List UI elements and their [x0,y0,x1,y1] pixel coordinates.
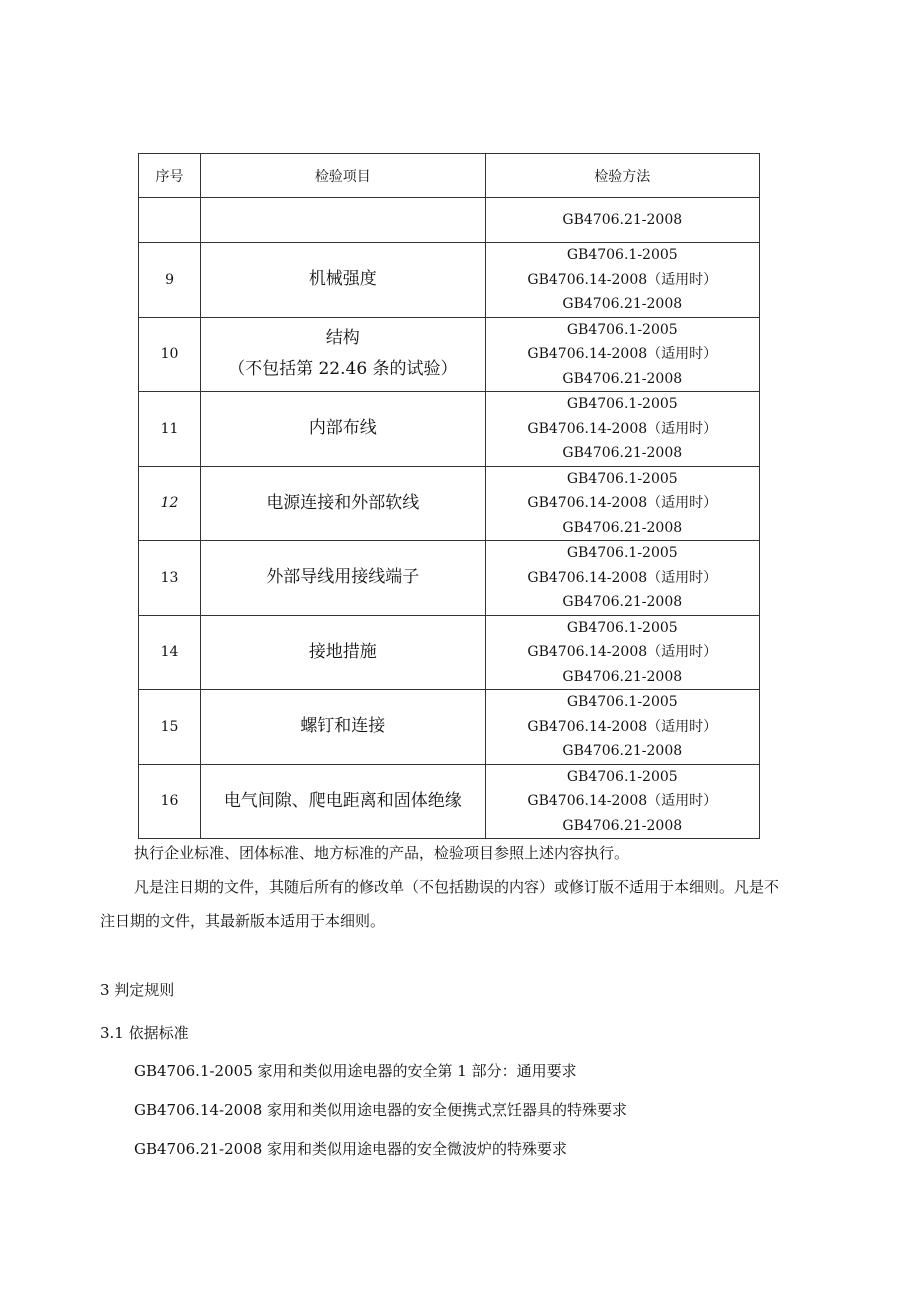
method-line: GB4706.1-2005 [566,545,678,561]
item-line: （不包括第 22.46 条的试验） [228,359,458,380]
row-no: 13 [139,541,201,616]
note-dated-documents-line2: 注日期的文件，其最新版本适用于本细则。 [100,912,386,930]
row-item [201,764,485,839]
table-row [139,243,760,318]
row-item [201,615,485,690]
table-row [139,764,760,839]
table-row [139,466,760,541]
method-line: GB4706.14-2008（适用时） [527,420,718,437]
method-line: GB4706.21-2008 [562,743,683,759]
method-line: GB4706.1-2005 [566,694,678,710]
row-no: 9 [139,243,201,318]
row-no: 14 [139,615,201,690]
table-row [139,615,760,690]
section-heading: 3 判定规则 [100,981,175,999]
method-line: GB4706.1-2005 [566,247,678,263]
method-line: GB4706.14-2008（适用时） [527,271,718,288]
table-row [139,541,760,616]
item-line: 机械强度 [308,269,377,290]
table-row [139,392,760,467]
row-item [201,466,485,541]
method-line: GB4706.1-2005 [566,396,678,412]
method-line: GB4706.21-2008 [562,817,683,834]
standard-item: GB4706.1-2005 家用和类似用途电器的安全第 1 部分：通用要求 [134,1062,577,1080]
item-line: 电源连接和外部软线 [266,492,420,513]
row-method [485,615,759,690]
method-line: GB4706.21-2008 [562,594,683,610]
method-line: GB4706.14-2008（适用时） [527,495,718,511]
row-item [201,317,485,392]
row-item [201,392,485,467]
inspection-table [138,153,760,839]
item-line: 接地措施 [308,641,377,662]
table-row [139,198,760,243]
method-line: GB4706.14-2008（适用时） [527,793,718,809]
method-line: GB4706.1-2005 [566,470,678,487]
row-method [485,243,759,318]
method-line: GB4706.1-2005 [566,321,678,338]
note-dated-documents-line1: 凡是注日期的文件，其随后所有的修改单（不包括勘误的内容）或修订版不适用于本细则。凡是不 [134,878,780,896]
row-method [485,690,759,765]
standard-item: GB4706.21-2008 家用和类似用途电器的安全微波炉的特殊要求 [134,1140,568,1158]
row-method [485,198,759,243]
item-line: 结构 [325,328,360,349]
note-enterprise-standards: 执行企业标准、团体标准、地方标准的产品，检验项目参照上述内容执行。 [134,844,630,862]
method-line: GB4706.1-2005 [566,619,678,636]
header-item: 检验项目 [201,154,485,198]
subsection-heading: 3.1 依据标准 [100,1024,189,1042]
row-item [201,690,485,765]
method-line: GB4706.21-2008 [562,668,683,685]
method-line: GB4706.14-2008（适用时） [527,644,718,660]
method-line: GB4706.21-2008 [562,445,683,461]
method-line: GB4706.1-2005 [566,768,678,785]
row-method [485,392,759,467]
standard-item: GB4706.14-2008 家用和类似用途电器的安全便携式烹饪器具的特殊要求 [134,1101,628,1119]
item-line: 内部布线 [308,418,377,439]
row-item [201,541,485,616]
row-no: 16 [139,764,201,839]
row-item [201,243,485,318]
method-line: GB4706.14-2008（适用时） [527,718,718,735]
row-no [139,198,201,243]
method-line: GB4706.14-2008（适用时） [527,346,718,362]
item-line: 螺钉和连接 [300,716,386,737]
row-item [201,198,485,243]
table-header-row [139,154,760,198]
method-line: GB4706.21-2008 [562,212,683,228]
row-no: 15 [139,690,201,765]
row-method [485,541,759,616]
method-line: GB4706.21-2008 [562,370,683,387]
row-no: 11 [139,392,201,467]
row-no: 10 [139,317,201,392]
method-line: GB4706.21-2008 [562,519,683,536]
row-no: 12 [139,466,201,541]
row-method [485,764,759,839]
item-line: 电气间隙、爬电距离和固体绝缘 [223,790,462,811]
method-line: GB4706.14-2008（适用时） [527,569,718,586]
row-method [485,466,759,541]
method-line: GB4706.21-2008 [562,296,683,312]
row-method [485,317,759,392]
table-row [139,690,760,765]
header-method: 检验方法 [485,154,759,198]
header-no: 序号 [139,154,201,198]
table-row [139,317,760,392]
item-line: 外部导线用接线端子 [266,567,420,588]
